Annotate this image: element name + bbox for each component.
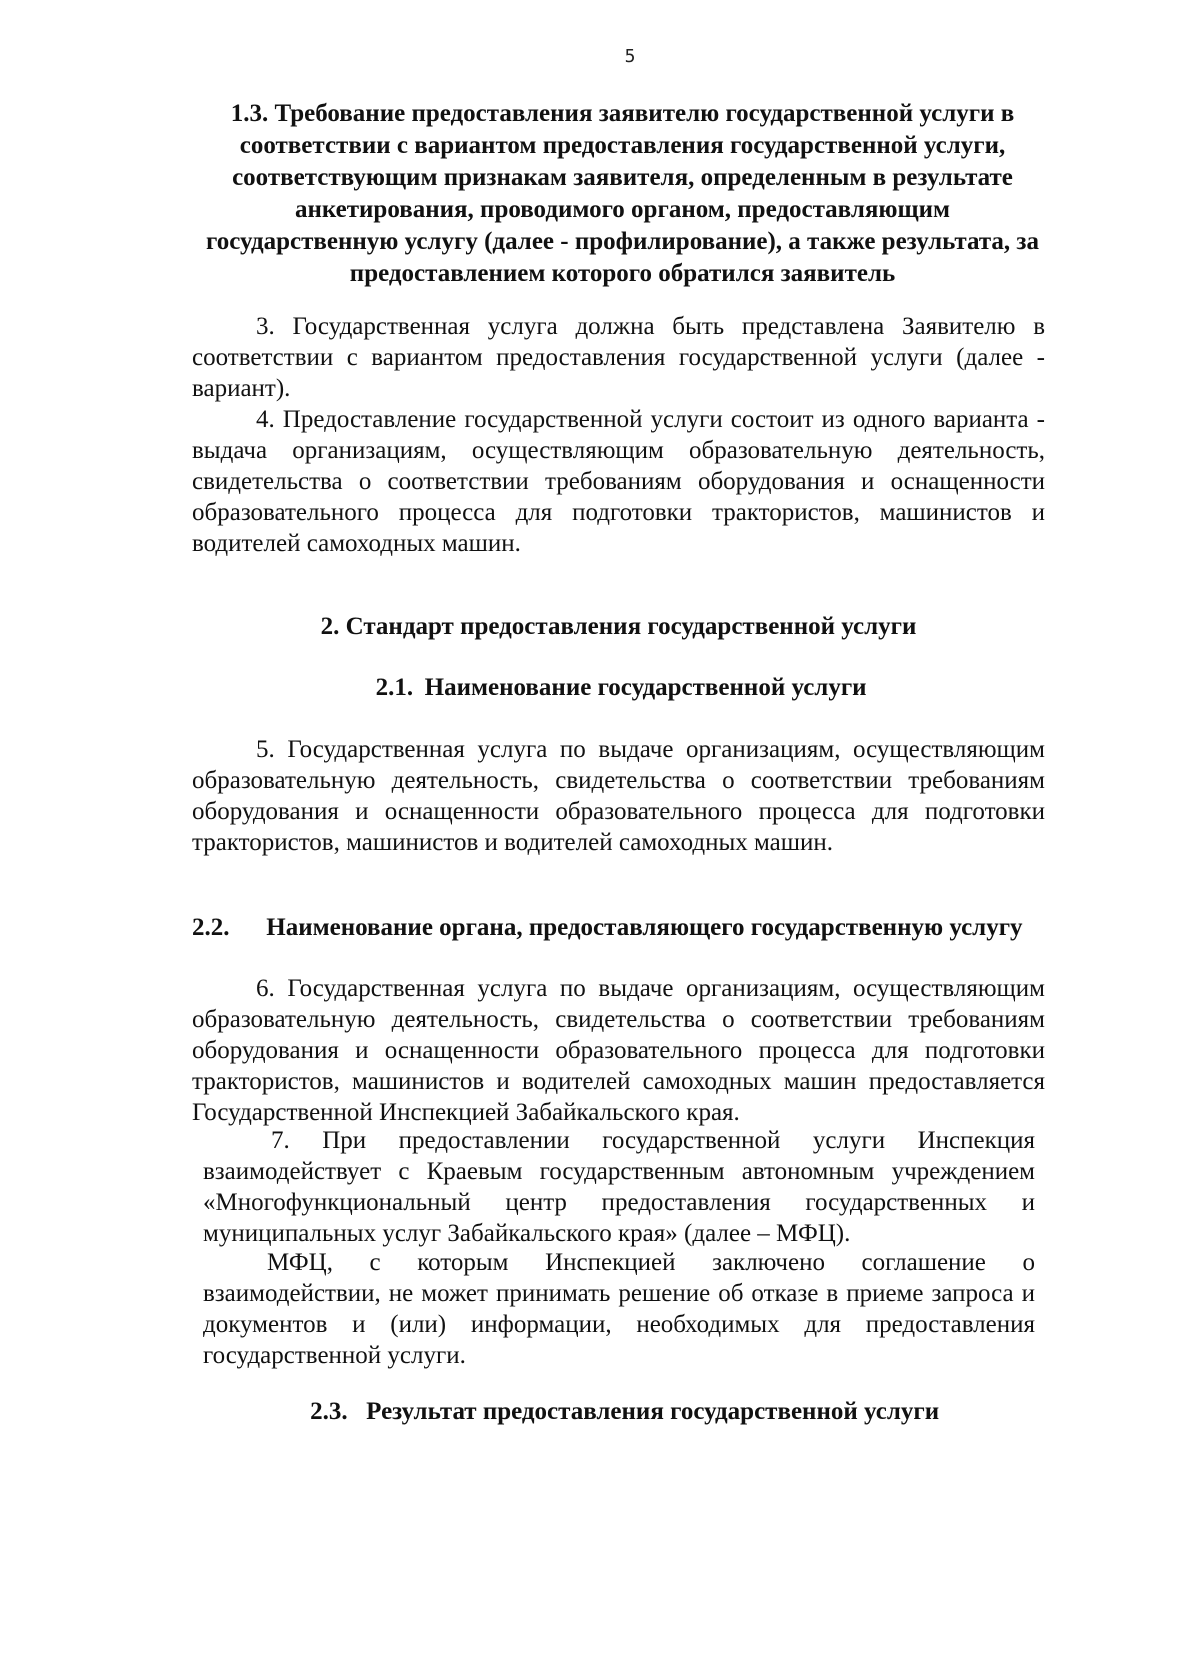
paragraph-3: 3. Государственная услуга должна быть представлена Заявителю в соответствии с вариантом предоставления государственной услуги (далее - вариант). — [192, 313, 1045, 402]
heading-2-1-text: Наименование государственной услуги — [424, 674, 867, 701]
heading-2: 2. Стандарт предоставления государственной услуги — [320, 613, 917, 640]
paragraph-5: 5. Государственная услуга по выдаче организациям, осуществляющим образовательную деятельность, свидетельства о соответствии требованиям оборудования и оснащенности образовательного процесса для подготовки трактористов, машинистов и водителей самоходных машин. — [192, 736, 1045, 856]
heading-2-2-number: 2.2. — [192, 914, 230, 941]
heading-2-1-number: 2.1. — [375, 674, 414, 701]
paragraph-mfc: МФЦ, с которым Инспекцией заключено соглашение о взаимодействии, не может принимать решение об отказе в приеме запроса и документов и (или) информации, необходимых для предоставления государственной услуги. — [203, 1249, 1035, 1369]
page-number: 5 — [624, 46, 636, 67]
heading-2-2-text: Наименование органа, предоставляющего государственную услугу — [266, 914, 1023, 941]
heading-2-1 — [192, 672, 1045, 704]
heading-1-3: 1.3. Требование предоставления заявителю государственной услуги в соответствии с вариантом предоставления государственной услуги, соответствующим признакам заявителя, определенным в результате анкетирования, проводимого органом, предоставляющим государственную услугу (далее - профилирование), а также результата, за предоставлением которого обратился заявитель — [206, 100, 1039, 287]
heading-2-3-number: 2.3. — [310, 1398, 348, 1425]
paragraph-6: 6. Государственная услуга по выдаче организациям, осуществляющим образовательную деятельность, свидетельства о соответствии требованиям оборудования и оснащенности образовательного процесса для подготовки трактористов, машинистов и водителей самоходных машин предоставляется Государственной Инспекцией Забайкальского края. — [192, 975, 1045, 1126]
heading-2-3-text: Результат предоставления государственной услуги — [366, 1398, 940, 1425]
paragraph-7: 7. При предоставлении государственной услуги Инспекция взаимодействует с Краевым государственным автономным учреждением «Многофункциональный центр предоставления государственных и муниципальных услуг Забайкальского края» (далее – МФЦ). — [203, 1127, 1035, 1247]
heading-2-3 — [192, 1396, 1045, 1428]
paragraph-4: 4. Предоставление государственной услуги состоит из одного варианта - выдача организациям, осуществляющим образовательную деятельность, свидетельства о соответствии требованиям оборудования и оснащенности образовательного процесса для подготовки трактористов, машинистов и водителей самоходных машин. — [192, 406, 1045, 557]
heading-2-2 — [192, 912, 1045, 944]
